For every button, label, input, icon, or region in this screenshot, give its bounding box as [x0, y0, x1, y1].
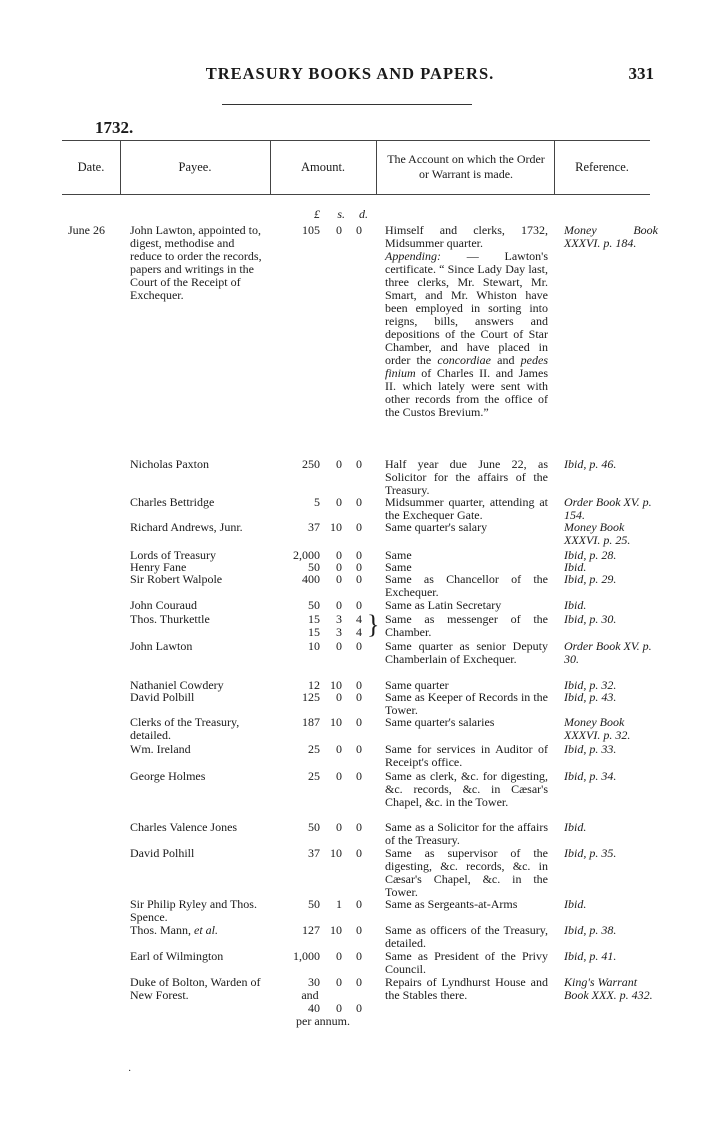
amount: 105 0 0	[302, 223, 362, 237]
account-description: Same quarter's salary	[385, 520, 488, 534]
account-description: Same	[385, 560, 412, 574]
account-description: Same as Keeper of Records in the Tower.	[385, 690, 548, 717]
reference: Ibid, p. 35.	[564, 846, 617, 860]
payee: David Polbill	[130, 690, 195, 704]
account-description: Same quarter's salaries	[385, 715, 495, 729]
payee: Nicholas Paxton	[130, 457, 209, 471]
reference: Ibid, p. 29.	[564, 572, 617, 586]
reference: Ibid, p. 32.	[564, 678, 617, 692]
amount: 127 10 0	[302, 923, 362, 937]
amount: 12 10 0	[308, 678, 362, 692]
payee: Earl of Wilmington	[130, 949, 224, 963]
amount: 50 1 0	[308, 897, 362, 911]
reference: Ibid.	[564, 598, 587, 612]
amount: 2,000 0 0	[293, 548, 362, 562]
reference: Ibid, p. 28.	[564, 548, 617, 562]
amount: 187 10 0	[302, 715, 362, 729]
payee: John Lawton, appointed to, digest, methodise and reduce to order the records, papers and writings in the Court of the Receipt of Exchequer.	[130, 223, 262, 302]
reference: Money Book XXXVI. p. 184.	[564, 223, 658, 250]
header-amount: Amount.	[300, 160, 346, 174]
payee: John Lawton	[130, 639, 193, 653]
amount: 30 0 0 and 40 0 0 per annum.	[296, 975, 362, 1028]
payee: Duke of Bolton, Warden of New Forest.	[130, 975, 261, 1002]
account-description: Same for services in Auditor of Receipt's office.	[385, 742, 548, 769]
payee: John Couraud	[130, 598, 197, 612]
account-description: Same as Chancellor of the Exchequer.	[385, 572, 548, 599]
payee: Charles Valence Jones	[130, 820, 238, 834]
account-description: Same as President of the Privy Council.	[385, 949, 548, 976]
amount: 10 0 0	[308, 639, 362, 653]
payee: Thos. Thurkettle	[130, 612, 210, 626]
reference: King's Warrant Book XXX. p. 432.	[564, 975, 653, 1002]
reference: Ibid, p. 43.	[564, 690, 617, 704]
reference: Ibid, p. 46.	[564, 457, 617, 471]
account-description: Half year due June 22, as Solicitor for the affairs of the Treasury.	[385, 457, 548, 497]
reference: Order Book XV. p. 30.	[564, 639, 652, 666]
account-description: Same as a Solicitor for the affairs of the Treasury.	[385, 820, 548, 847]
account-description: Same as Sergeants-at-Arms	[385, 897, 518, 911]
payee: George Holmes	[130, 769, 206, 783]
amount: 5 0 0	[314, 495, 362, 509]
reference: Ibid.	[564, 560, 587, 574]
amount: 125 0 0	[302, 690, 362, 704]
amount: 400 0 0	[302, 572, 362, 586]
amount: 50 0 0	[308, 820, 362, 834]
year-label: 1732.	[95, 118, 134, 137]
amount: 25 0 0	[308, 742, 362, 756]
entry-date: June 26	[68, 223, 105, 237]
column-divider	[376, 140, 377, 194]
amount: 15 3 4 15 3 4	[308, 612, 362, 639]
amount: 250 0 0	[302, 457, 362, 471]
header-account: The Account on which the Order or Warrant is made.	[387, 152, 545, 181]
reference: Ibid, p. 30.	[564, 612, 617, 626]
account-description: Himself and clerks, 1732, Midsummer quarter. Appending: — Lawton's certificate. “ Since Lady Day last, three clerks, Mr. Stewart, Mr. Smart, and Mr. Whiston have been employed in sorting into reigns, bills, answers and depositions of the Court of Star Chamber, and have placed in order the concordiae and pedes finium of Charles II. and James II. which lately were sent with other records from the office of the Custos Brevium.”	[385, 223, 548, 419]
reference: Ibid.	[564, 897, 587, 911]
header-bottom-rule	[62, 194, 650, 195]
payee: Charles Bettridge	[130, 495, 215, 509]
reference: Money Book XXXVI. p. 32.	[564, 715, 631, 742]
account-description: Same quarter as senior Deputy Chamberlain of Exchequer.	[385, 639, 548, 666]
account-description: Same as supervisor of the digesting, &c. records, &c. in Cæsar's Chapel, &c. in the Tower.	[385, 846, 548, 899]
header-rule	[222, 104, 472, 105]
account-description: Same as messenger of the Chamber.	[385, 612, 548, 639]
payee: Henry Fane	[130, 560, 187, 574]
currency-units: £ s. d.	[314, 207, 368, 221]
payee: Richard Andrews, Junr.	[130, 520, 243, 534]
account-description: Repairs of Lyndhurst House and the Stables there.	[385, 975, 548, 1002]
payee: Wm. Ireland	[130, 742, 191, 756]
reference: Ibid, p. 34.	[564, 769, 617, 783]
account-description: Same as clerk, &c. for digesting, &c. records, &c. in Cæsar's Chapel, &c. in the Tower.	[385, 769, 548, 809]
reference: Ibid, p. 41.	[564, 949, 617, 963]
payee: Nathaniel Cowdery	[130, 678, 224, 692]
reference: Ibid, p. 33.	[564, 742, 617, 756]
payee: Thos. Mann, et al.	[130, 923, 218, 937]
reference: Ibid, p. 38.	[564, 923, 617, 937]
payee: David Polhill	[130, 846, 195, 860]
account-description: Same as Latin Secretary	[385, 598, 502, 612]
amount: 1,000 0 0	[293, 949, 362, 963]
reference: Order Book XV. p. 154.	[564, 495, 652, 522]
amount: 25 0 0	[308, 769, 362, 783]
payee: Sir Philip Ryley and Thos. Spence.	[130, 897, 257, 924]
account-description: Same	[385, 548, 412, 562]
header-payee: Payee.	[178, 160, 212, 174]
amount: 37 10 0	[308, 846, 362, 860]
account-description: Midsummer quarter, attending at the Exchequer Gate.	[385, 495, 548, 522]
payee: Sir Robert Walpole	[130, 572, 223, 586]
table-top-rule	[62, 140, 650, 141]
stray-mark: ·	[128, 1066, 132, 1077]
amount-brace: }	[367, 610, 380, 639]
account-description: Same as officers of the Treasury, detailed.	[385, 923, 548, 950]
page-number: 331	[628, 64, 654, 83]
amount: 50 0 0	[308, 598, 362, 612]
reference: Ibid.	[564, 820, 587, 834]
running-title: TREASURY BOOKS AND PAPERS.	[205, 64, 495, 83]
payee: Lords of Treasury	[130, 548, 216, 562]
payee: Clerks of the Treasury, detailed.	[130, 715, 240, 742]
header-reference: Reference.	[575, 160, 629, 174]
account-description: Same quarter	[385, 678, 449, 692]
reference: Money Book XXXVI. p. 25.	[564, 520, 631, 547]
header-date: Date.	[77, 160, 105, 174]
amount: 37 10 0	[308, 520, 362, 534]
amount: 50 0 0	[308, 560, 362, 574]
